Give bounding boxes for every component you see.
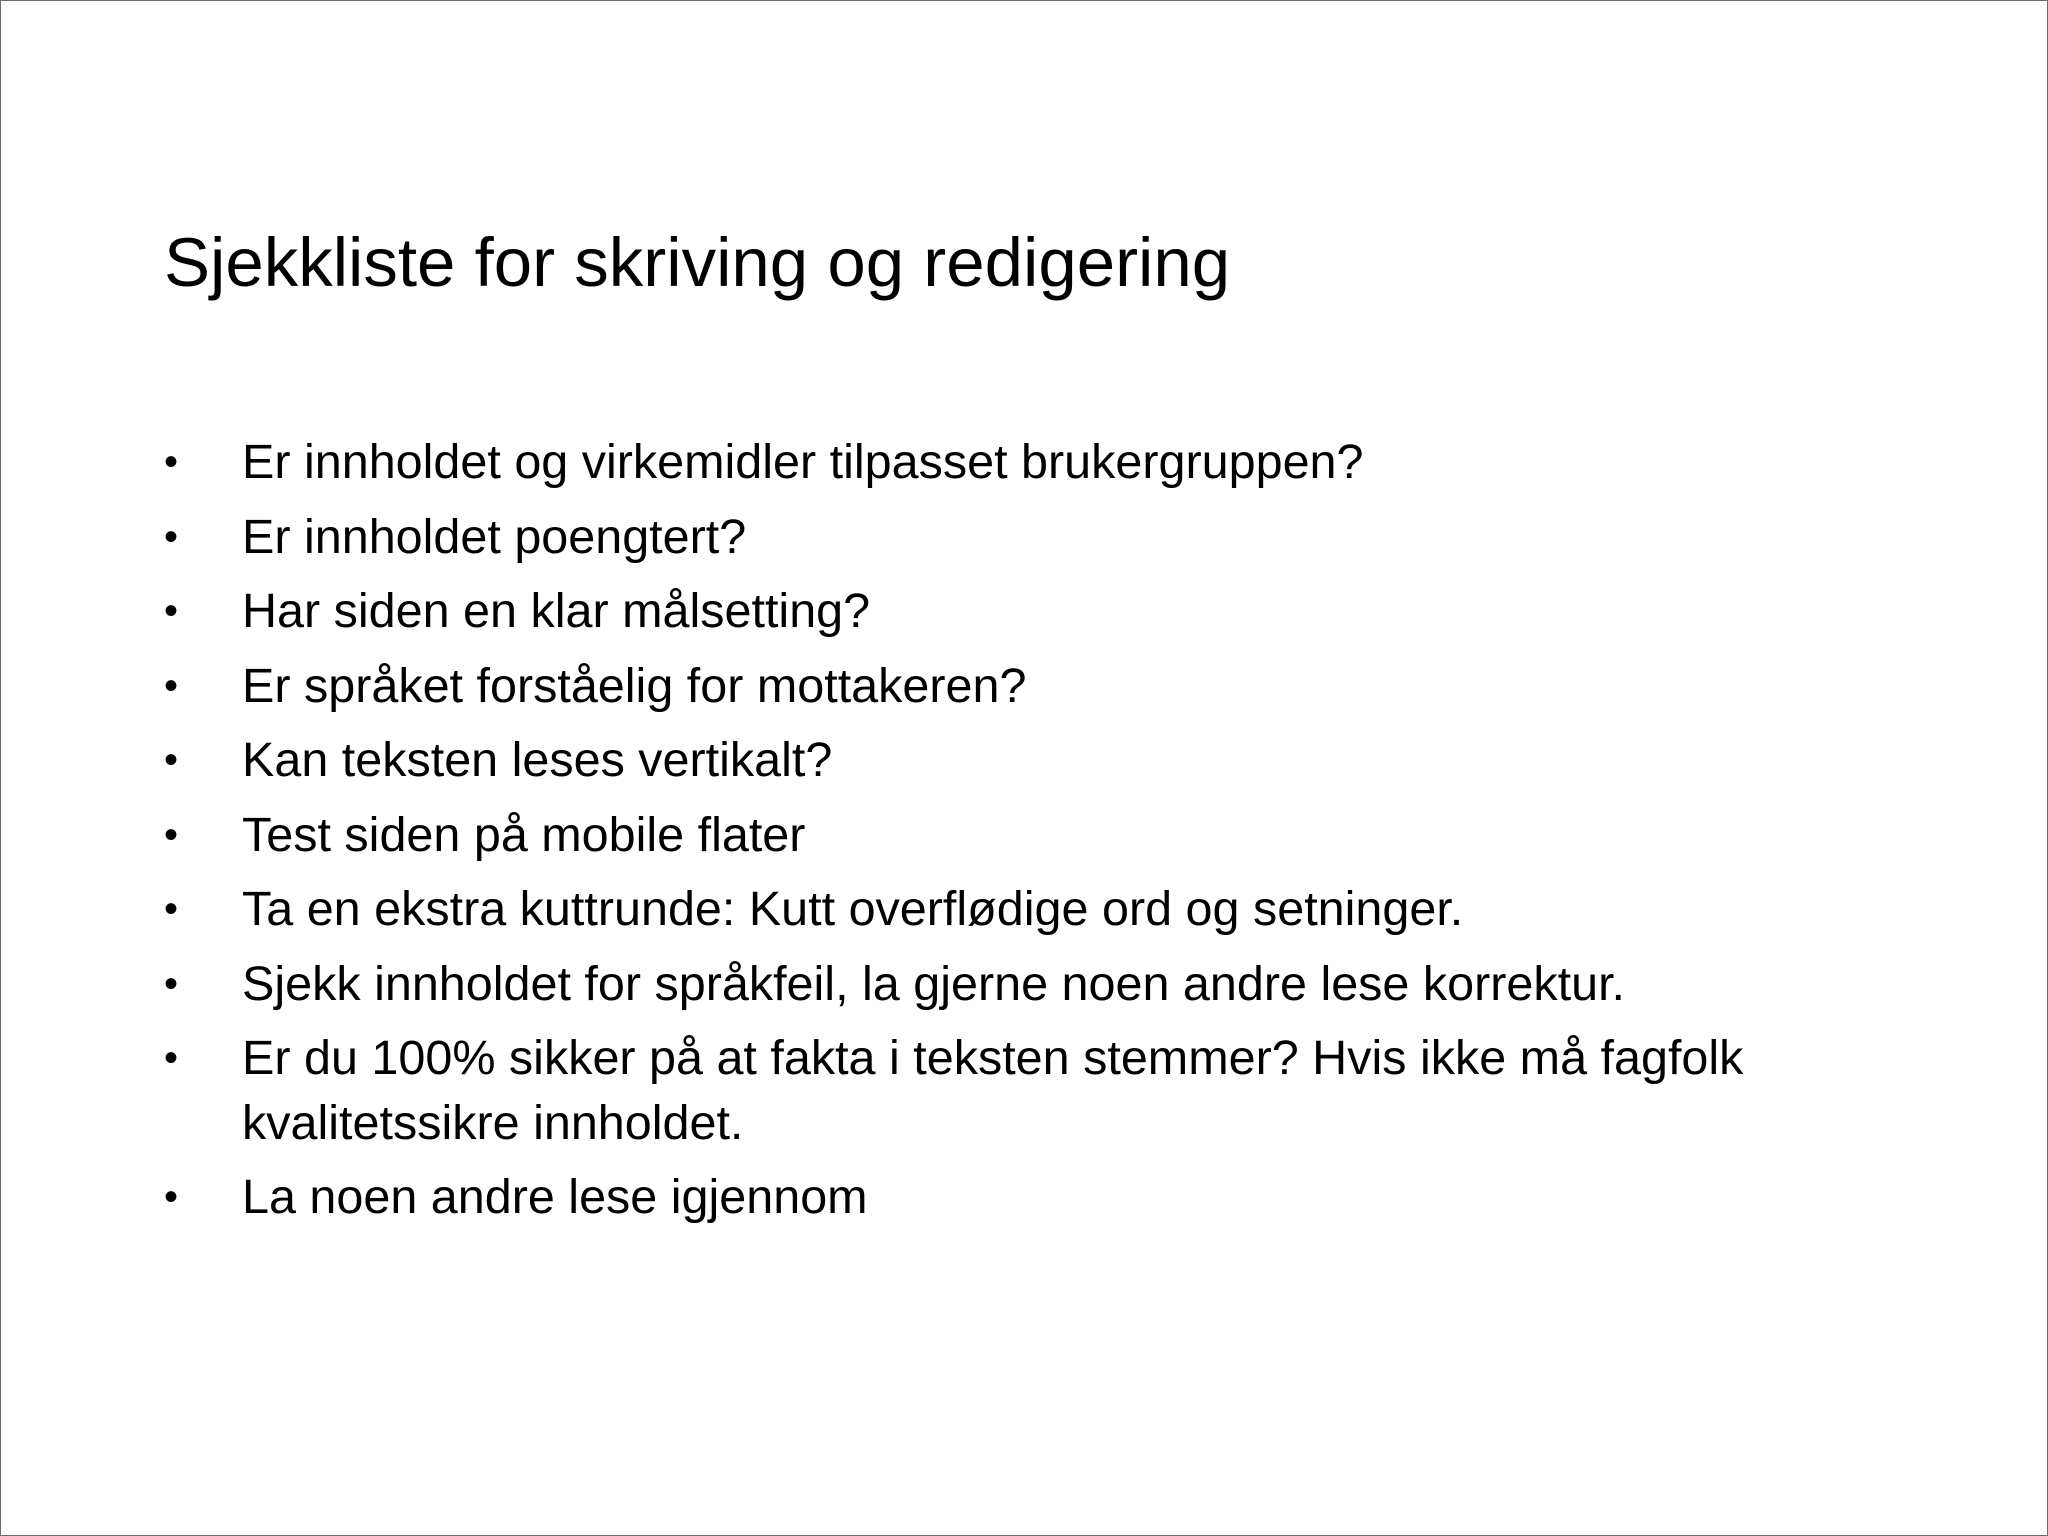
- bullet-icon: •: [164, 1175, 179, 1219]
- bullet-icon: •: [164, 440, 179, 484]
- bullet-icon: •: [164, 514, 179, 559]
- checklist-item-text: Sjekk innholdet for språkfeil, la gjerne noen andre lese korrektur.: [242, 956, 1626, 1011]
- checklist: [164, 430, 1884, 1240]
- checklist-item-text: Er du 100% sikker på at fakta i teksten stemmer? Hvis ikke må fagfolk kvalitetssikre innholdet.: [242, 1031, 1744, 1150]
- bullet-icon: •: [164, 812, 179, 857]
- checklist-item: [164, 952, 1884, 1017]
- checklist-item: [164, 430, 1884, 495]
- checklist-item: [164, 803, 1884, 868]
- bullet-icon: •: [164, 1036, 179, 1080]
- checklist-item-text: Kan teksten leses vertikalt?: [242, 733, 833, 787]
- bullet-icon: •: [164, 663, 179, 708]
- checklist-item-text: Har siden en klar målsetting?: [242, 584, 871, 638]
- bullet-icon: •: [164, 589, 179, 633]
- checklist-item: [164, 654, 1884, 719]
- bullet-icon: •: [164, 961, 179, 1006]
- checklist-item-text: Test siden på mobile flater: [242, 807, 806, 862]
- checklist-item-text: Er innholdet og virkemidler tilpasset brukergruppen?: [242, 435, 1364, 489]
- checklist-item-text: Er språket forståelig for mottakeren?: [242, 658, 1027, 713]
- checklist-item: [164, 579, 1884, 644]
- checklist-item: [164, 1165, 1884, 1230]
- checklist-item-text: Ta en ekstra kuttrunde: Kutt overflødige ord og setninger.: [242, 882, 1464, 936]
- checklist-item-text: La noen andre lese igjennom: [242, 1170, 868, 1224]
- slide-title: Sjekkliste for skriving og redigering: [164, 224, 1231, 301]
- checklist-item: [164, 728, 1884, 793]
- checklist-item: [164, 1026, 1884, 1155]
- bullet-icon: •: [164, 887, 179, 931]
- checklist-item: [164, 505, 1884, 570]
- checklist-item: [164, 877, 1884, 942]
- checklist-item-text: Er innholdet poengtert?: [242, 509, 747, 564]
- bullet-icon: •: [164, 738, 179, 782]
